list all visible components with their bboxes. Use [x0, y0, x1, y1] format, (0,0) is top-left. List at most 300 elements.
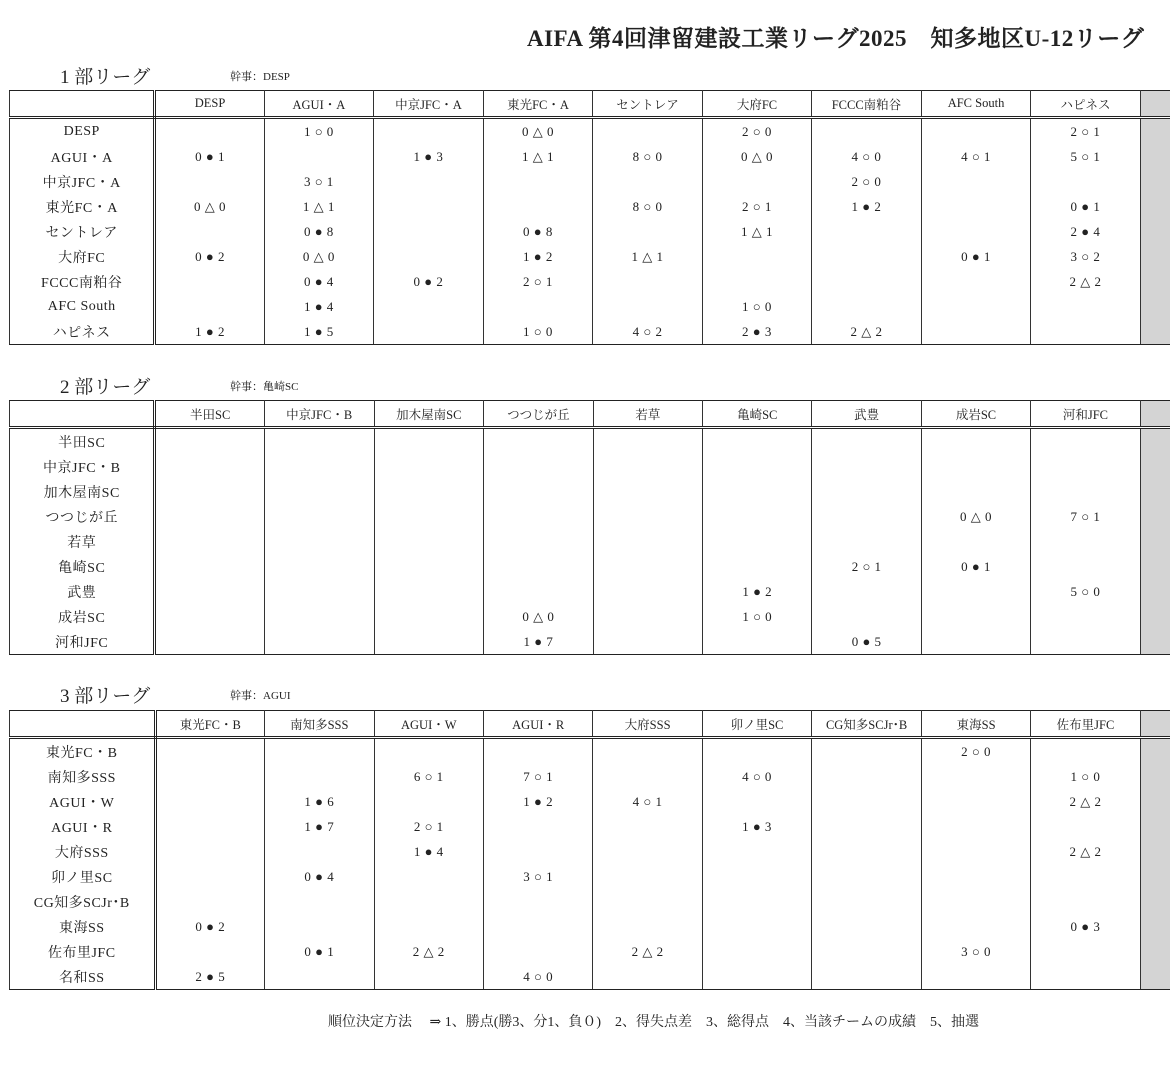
match-result-cell — [484, 839, 593, 864]
match-result-cell: 0 ● 1 — [265, 939, 374, 964]
match-result-cell — [812, 889, 922, 914]
match-result-cell — [593, 764, 702, 789]
match-result-cell: 0 △ 0 — [702, 144, 811, 169]
league-2-table — [9, 400, 1170, 655]
match-result-cell — [155, 579, 264, 604]
match-result-cell — [265, 764, 374, 789]
match-result-cell — [702, 269, 811, 294]
match-result-cell — [374, 504, 484, 529]
league-2-header — [10, 372, 1170, 400]
summary-cell — [1140, 764, 1170, 789]
match-result-cell — [921, 428, 1030, 455]
column-header: セントレア — [593, 91, 703, 118]
summary-cell — [1140, 479, 1170, 504]
match-result-cell: 2 ○ 0 — [702, 118, 811, 145]
match-result-cell — [812, 428, 921, 455]
league-3-name: 3 部リーグ — [60, 686, 151, 707]
match-result-cell — [812, 529, 921, 554]
match-result-cell: 5 ○ 1 — [1031, 144, 1140, 169]
column-header: 大府FC — [702, 91, 811, 118]
table-row — [10, 864, 1170, 889]
match-result-cell: 1 ● 3 — [374, 144, 484, 169]
row-team-name: AGUI・W — [10, 789, 156, 814]
row-team-name: CG知多SCJr･B — [10, 889, 156, 914]
match-result-cell — [155, 169, 264, 194]
match-result-cell — [812, 579, 921, 604]
match-result-cell — [484, 529, 594, 554]
match-result-cell: 4 ○ 1 — [921, 144, 1031, 169]
match-result-cell — [265, 964, 374, 990]
match-result-cell: 2 ○ 0 — [812, 169, 922, 194]
match-result-cell — [483, 169, 593, 194]
match-result-cell — [1031, 479, 1140, 504]
match-result-cell — [264, 428, 374, 455]
match-result-cell — [921, 764, 1030, 789]
league-1-secretary: 幹事：DESP — [230, 71, 290, 83]
match-result-cell — [155, 294, 264, 319]
match-result-cell — [812, 789, 922, 814]
match-result-cell — [1031, 319, 1140, 345]
match-result-cell: 1 ○ 0 — [264, 118, 373, 145]
match-result-cell — [702, 889, 811, 914]
match-result-cell: 3 ○ 1 — [264, 169, 373, 194]
match-result-cell — [593, 428, 702, 455]
match-result-cell: 4 ○ 0 — [812, 144, 922, 169]
match-result-cell: 2 △ 2 — [1031, 839, 1140, 864]
row-team-name: 卯ノ里SC — [10, 864, 156, 889]
match-result-cell — [484, 939, 593, 964]
match-result-cell: 1 ● 2 — [812, 194, 922, 219]
match-result-cell: 0 ● 1 — [921, 554, 1030, 579]
table-row — [10, 814, 1170, 839]
summary-cell — [1140, 244, 1170, 269]
table-row — [10, 839, 1170, 864]
summary-column-header — [1140, 711, 1170, 738]
column-header: FCCC南粕谷 — [812, 91, 922, 118]
row-team-name: AGUI・R — [10, 814, 156, 839]
match-result-cell — [812, 479, 921, 504]
table-row — [10, 554, 1170, 579]
summary-cell — [1140, 814, 1170, 839]
table-corner — [10, 91, 155, 118]
table-row — [10, 169, 1170, 194]
match-result-cell — [374, 479, 484, 504]
match-result-cell — [1031, 294, 1140, 319]
match-result-cell — [703, 479, 812, 504]
match-result-cell: 1 ● 2 — [155, 319, 264, 345]
match-result-cell: 1 ● 4 — [374, 839, 483, 864]
summary-cell — [1140, 294, 1170, 319]
summary-cell — [1140, 889, 1170, 914]
match-result-cell — [1031, 889, 1140, 914]
match-result-cell — [593, 504, 702, 529]
match-result-cell — [155, 504, 264, 529]
match-result-cell — [484, 479, 594, 504]
match-result-cell — [374, 864, 483, 889]
summary-cell — [1140, 579, 1170, 604]
row-team-name: 武豊 — [10, 579, 155, 604]
match-result-cell — [374, 219, 484, 244]
row-team-name: つつじが丘 — [10, 504, 155, 529]
match-result-cell: 2 △ 2 — [1031, 269, 1140, 294]
match-result-cell: 2 ● 3 — [702, 319, 811, 345]
match-result-cell — [484, 579, 594, 604]
match-result-cell — [374, 889, 483, 914]
row-team-name: AGUI・A — [10, 144, 155, 169]
column-header: 大府SSS — [593, 711, 702, 738]
summary-cell — [1140, 604, 1170, 629]
match-result-cell — [155, 939, 265, 964]
match-result-cell — [593, 889, 702, 914]
column-header: 加木屋南SC — [374, 401, 484, 428]
match-result-cell — [702, 789, 811, 814]
match-result-cell — [265, 839, 374, 864]
match-result-cell: 0 ● 4 — [264, 269, 373, 294]
table-row — [10, 144, 1170, 169]
row-team-name: 中京JFC・B — [10, 454, 155, 479]
match-result-cell — [921, 579, 1030, 604]
column-header: 卯ノ里SC — [702, 711, 811, 738]
match-result-cell — [702, 839, 811, 864]
row-team-name: 大府FC — [10, 244, 155, 269]
match-result-cell — [812, 764, 922, 789]
match-result-cell — [702, 244, 811, 269]
match-result-cell: 0 ● 4 — [265, 864, 374, 889]
match-result-cell — [593, 554, 702, 579]
match-result-cell — [921, 629, 1030, 655]
league-1-header — [10, 62, 1170, 90]
match-result-cell — [593, 629, 702, 655]
table-row — [10, 579, 1170, 604]
match-result-cell: 1 ● 6 — [265, 789, 374, 814]
column-header: 亀崎SC — [703, 401, 812, 428]
column-header: 東海SS — [921, 711, 1030, 738]
match-result-cell — [264, 629, 374, 655]
match-result-cell: 0 ● 2 — [374, 269, 484, 294]
match-result-cell — [374, 428, 484, 455]
row-team-name: 東光FC・B — [10, 738, 156, 765]
table-corner — [10, 711, 156, 738]
match-result-cell — [265, 889, 374, 914]
row-team-name: 中京JFC・A — [10, 169, 155, 194]
table-row — [10, 294, 1170, 319]
league-3-header — [10, 681, 1170, 709]
match-result-cell — [593, 738, 702, 765]
match-result-cell — [155, 118, 264, 145]
summary-cell — [1140, 964, 1170, 990]
match-result-cell — [483, 294, 593, 319]
row-team-name: DESP — [10, 118, 155, 145]
match-result-cell — [374, 319, 484, 345]
match-result-cell: 2 ● 4 — [1031, 219, 1140, 244]
match-result-cell — [484, 504, 594, 529]
match-result-cell — [155, 839, 265, 864]
match-result-cell — [264, 604, 374, 629]
column-header: 武豊 — [812, 401, 921, 428]
match-result-cell — [812, 269, 922, 294]
match-result-cell — [593, 479, 702, 504]
match-result-cell — [374, 789, 483, 814]
match-result-cell: 6 ○ 1 — [374, 764, 483, 789]
match-result-cell — [703, 529, 812, 554]
match-result-cell — [593, 294, 703, 319]
match-result-cell — [374, 964, 483, 990]
match-result-cell — [374, 169, 484, 194]
match-result-cell — [155, 604, 264, 629]
column-header: 成岩SC — [921, 401, 1030, 428]
match-result-cell: 0 ● 8 — [483, 219, 593, 244]
match-result-cell — [484, 889, 593, 914]
match-result-cell: 7 ○ 1 — [484, 764, 593, 789]
match-result-cell — [921, 319, 1031, 345]
match-result-cell: 0 △ 0 — [921, 504, 1030, 529]
summary-column-header — [1140, 401, 1170, 428]
match-result-cell — [374, 529, 484, 554]
table-row — [10, 428, 1170, 455]
match-result-cell — [812, 244, 922, 269]
match-result-cell — [1031, 529, 1140, 554]
table-row — [10, 964, 1170, 990]
match-result-cell — [264, 504, 374, 529]
match-result-cell — [812, 294, 922, 319]
match-result-cell — [1031, 454, 1140, 479]
match-result-cell — [812, 964, 922, 990]
match-result-cell — [703, 629, 812, 655]
match-result-cell — [812, 914, 922, 939]
match-result-cell — [374, 454, 484, 479]
match-result-cell — [593, 219, 703, 244]
match-result-cell — [812, 814, 922, 839]
match-result-cell: 4 ○ 2 — [593, 319, 703, 345]
match-result-cell — [593, 604, 702, 629]
column-header: 河和JFC — [1031, 401, 1140, 428]
column-header: 若草 — [593, 401, 702, 428]
match-result-cell — [265, 914, 374, 939]
match-result-cell: 2 ● 5 — [155, 964, 265, 990]
match-result-cell — [374, 244, 484, 269]
match-result-cell — [703, 554, 812, 579]
match-result-cell — [1031, 814, 1140, 839]
table-row — [10, 604, 1170, 629]
table-corner — [10, 401, 155, 428]
table-row — [10, 738, 1170, 765]
league-1-table — [9, 90, 1170, 345]
match-result-cell — [484, 914, 593, 939]
summary-column-header — [1140, 91, 1170, 118]
column-header: 南知多SSS — [265, 711, 374, 738]
match-result-cell: 2 ○ 1 — [812, 554, 921, 579]
match-result-cell: 8 ○ 0 — [593, 194, 703, 219]
match-result-cell — [812, 118, 922, 145]
match-result-cell: 0 ● 1 — [921, 244, 1031, 269]
match-result-cell — [921, 529, 1030, 554]
match-result-cell: 1 △ 1 — [593, 244, 703, 269]
row-team-name: 半田SC — [10, 428, 155, 455]
match-result-cell — [264, 579, 374, 604]
match-result-cell — [812, 839, 922, 864]
match-result-cell — [702, 914, 811, 939]
match-result-cell: 1 △ 1 — [264, 194, 373, 219]
match-result-cell — [812, 219, 922, 244]
table-row — [10, 939, 1170, 964]
match-result-cell — [921, 914, 1030, 939]
league-1-name: 1 部リーグ — [60, 67, 151, 88]
match-result-cell: 3 ○ 0 — [921, 939, 1030, 964]
column-header: 半田SC — [155, 401, 264, 428]
row-team-name: 加木屋南SC — [10, 479, 155, 504]
column-header: CG知多SCJr･B — [812, 711, 922, 738]
row-team-name: 名和SS — [10, 964, 156, 990]
match-result-cell — [921, 219, 1031, 244]
match-result-cell: 1 ● 7 — [265, 814, 374, 839]
match-result-cell: 2 △ 2 — [374, 939, 483, 964]
table-row — [10, 789, 1170, 814]
league-2-secretary: 幹事：亀崎SC — [230, 381, 299, 393]
match-result-cell: 1 ● 2 — [703, 579, 812, 604]
column-header: 東光FC・B — [155, 711, 265, 738]
summary-cell — [1140, 504, 1170, 529]
match-result-cell: 0 ● 1 — [1031, 194, 1140, 219]
match-result-cell — [155, 479, 264, 504]
match-result-cell: 8 ○ 0 — [593, 144, 703, 169]
match-result-cell — [484, 738, 593, 765]
column-header: AGUI・W — [374, 711, 483, 738]
table-row — [10, 529, 1170, 554]
match-result-cell — [155, 814, 265, 839]
ranking-method-note: 順位決定方法 ⇒ 1、勝点(勝3、分1、負０) 2、得失点差 3、総得点 4、当該チームの成績 5、抽選 — [328, 1015, 980, 1030]
match-result-cell: 0 △ 0 — [264, 244, 373, 269]
match-result-cell: 5 ○ 0 — [1031, 579, 1140, 604]
match-result-cell: 4 ○ 0 — [702, 764, 811, 789]
match-result-cell — [155, 738, 265, 765]
match-result-cell — [921, 269, 1031, 294]
match-result-cell — [812, 939, 922, 964]
match-result-cell — [593, 964, 702, 990]
column-header: ハピネス — [1031, 91, 1140, 118]
table-row — [10, 504, 1170, 529]
match-result-cell — [593, 864, 702, 889]
summary-cell — [1140, 319, 1170, 345]
summary-cell — [1140, 914, 1170, 939]
row-team-name: 東光FC・A — [10, 194, 155, 219]
table-row — [10, 194, 1170, 219]
row-team-name: 東海SS — [10, 914, 156, 939]
match-result-cell — [155, 554, 264, 579]
match-result-cell — [155, 764, 265, 789]
match-result-cell: 3 ○ 1 — [484, 864, 593, 889]
match-result-cell — [921, 479, 1030, 504]
match-result-cell — [1031, 939, 1140, 964]
row-team-name: 南知多SSS — [10, 764, 156, 789]
match-result-cell: 4 ○ 0 — [484, 964, 593, 990]
match-result-cell — [812, 738, 922, 765]
column-header: AGUI・R — [484, 711, 593, 738]
match-result-cell: 0 △ 0 — [483, 118, 593, 145]
page-title: AIFA 第4回津留建設工業リーグ2025 知多地区U-12リーグ — [527, 26, 1145, 51]
table-row — [10, 629, 1170, 655]
match-result-cell — [264, 144, 373, 169]
match-result-cell: 2 ○ 1 — [483, 269, 593, 294]
table-row — [10, 889, 1170, 914]
match-result-cell — [921, 194, 1031, 219]
match-result-cell — [703, 428, 812, 455]
row-team-name: 佐布里JFC — [10, 939, 156, 964]
match-result-cell — [483, 194, 593, 219]
match-result-cell: 3 ○ 2 — [1031, 244, 1140, 269]
column-header: 佐布里JFC — [1031, 711, 1140, 738]
table-row — [10, 764, 1170, 789]
match-result-cell — [265, 738, 374, 765]
match-result-cell — [374, 118, 484, 145]
column-header: 中京JFC・B — [264, 401, 374, 428]
match-result-cell — [484, 428, 594, 455]
summary-cell — [1140, 789, 1170, 814]
match-result-cell: 7 ○ 1 — [1031, 504, 1140, 529]
match-result-cell — [374, 738, 483, 765]
match-result-cell: 2 ○ 0 — [921, 738, 1030, 765]
match-result-cell — [702, 738, 811, 765]
match-result-cell: 1 ○ 0 — [483, 319, 593, 345]
match-result-cell: 0 ● 2 — [155, 244, 264, 269]
row-team-name: 成岩SC — [10, 604, 155, 629]
match-result-cell — [593, 118, 703, 145]
match-result-cell — [374, 579, 484, 604]
match-result-cell — [921, 814, 1030, 839]
match-result-cell: 0 △ 0 — [484, 604, 594, 629]
match-result-cell — [1031, 738, 1140, 765]
summary-cell — [1140, 118, 1170, 145]
match-result-cell: 2 ○ 1 — [374, 814, 483, 839]
table-row — [10, 479, 1170, 504]
table-row — [10, 269, 1170, 294]
match-result-cell: 1 ● 4 — [264, 294, 373, 319]
match-result-cell — [374, 629, 484, 655]
summary-cell — [1140, 428, 1170, 455]
match-result-cell — [593, 914, 702, 939]
summary-cell — [1140, 219, 1170, 244]
match-result-cell — [921, 604, 1030, 629]
match-result-cell — [155, 529, 264, 554]
summary-cell — [1140, 269, 1170, 294]
match-result-cell — [812, 864, 922, 889]
match-result-cell — [703, 454, 812, 479]
match-result-cell — [921, 839, 1030, 864]
match-result-cell — [1031, 428, 1140, 455]
match-result-cell — [1031, 629, 1140, 655]
match-result-cell — [593, 529, 702, 554]
match-result-cell — [921, 964, 1030, 990]
match-result-cell: 1 ○ 0 — [1031, 764, 1140, 789]
match-result-cell — [155, 454, 264, 479]
match-result-cell — [374, 294, 484, 319]
match-result-cell — [264, 529, 374, 554]
match-result-cell: 2 ○ 1 — [702, 194, 811, 219]
row-team-name: ハピネス — [10, 319, 155, 345]
summary-cell — [1140, 529, 1170, 554]
summary-cell — [1140, 839, 1170, 864]
match-result-cell: 1 ● 3 — [702, 814, 811, 839]
row-team-name: 亀崎SC — [10, 554, 155, 579]
column-header: AFC South — [921, 91, 1031, 118]
table-row — [10, 118, 1170, 145]
match-result-cell — [702, 939, 811, 964]
league-3-table — [9, 710, 1170, 990]
summary-cell — [1140, 194, 1170, 219]
match-result-cell — [155, 889, 265, 914]
table-row — [10, 454, 1170, 479]
column-header: 中京JFC・A — [374, 91, 484, 118]
match-result-cell — [1031, 169, 1140, 194]
